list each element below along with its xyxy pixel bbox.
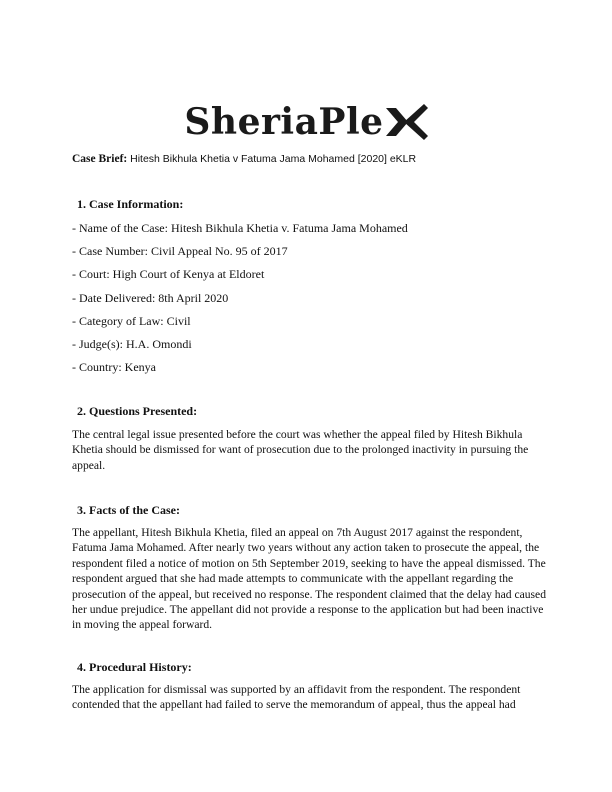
list-item: - Name of the Case: Hitesh Bikhula Khetia v. Fatuma Jama Mohamed <box>72 221 408 235</box>
sheriaplex-logo <box>0 96 612 148</box>
section-heading-procedural-history: 4. Procedural History: <box>77 660 192 674</box>
section-heading-facts: 3. Facts of the Case: <box>77 503 180 517</box>
case-information-list <box>72 221 408 383</box>
questions-presented-body: The central legal issue presented before the court was whether the appeal filed by Hitesh Bikhula Khetia should be dismissed for want of prosecution due to the prolonged inactivity in pursuing the appeal. <box>72 428 529 472</box>
section-heading-questions-presented: 2. Questions Presented: <box>77 404 198 418</box>
list-item: - Court: High Court of Kenya at Eldoret <box>72 267 265 282</box>
list-item: - Country: Kenya <box>72 360 156 375</box>
case-brief-title: Hitesh Bikhula Khetia v Fatuma Jama Mohamed [2020] eKLR <box>130 153 417 165</box>
procedural-history-body: The application for dismissal was supported by an affidavit from the respondent. The respondent contended that the appellant had failed to serve the memorandum of appeal, thus the appeal had <box>72 683 521 712</box>
facts-body: The appellant, Hitesh Bikhula Khetia, filed an appeal on 7th August 2017 against the respondent, Fatuma Jama Mohamed. After nearly two years without any action taken to prosecute the appeal, the respondent filed a notice of motion on 5th September 2019, seeking to have the appeal dismissed. The respondent argued that she had made attempts to communicate with the appellant regarding the prosecution of the appeal, but received no response. The respondent claimed that the delay had caused her undue prejudice. The appellant did not provide a response to the application but had been inactive in moving the appeal forward. <box>72 526 546 632</box>
list-item: - Judge(s): H.A. Omondi <box>72 336 192 351</box>
case-brief-label: Case Brief: <box>72 153 128 165</box>
section-heading-case-information: 1. Case Information: <box>77 197 184 211</box>
list-item: - Category of Law: Civil <box>72 313 191 328</box>
logo-text: SheriaPle <box>184 101 384 143</box>
case-brief-line <box>72 152 416 166</box>
list-item: - Case Number: Civil Appeal No. 95 of 2017 <box>72 244 288 259</box>
list-item: - Date Delivered: 8th April 2020 <box>72 290 229 305</box>
logo-x-icon <box>384 102 428 142</box>
